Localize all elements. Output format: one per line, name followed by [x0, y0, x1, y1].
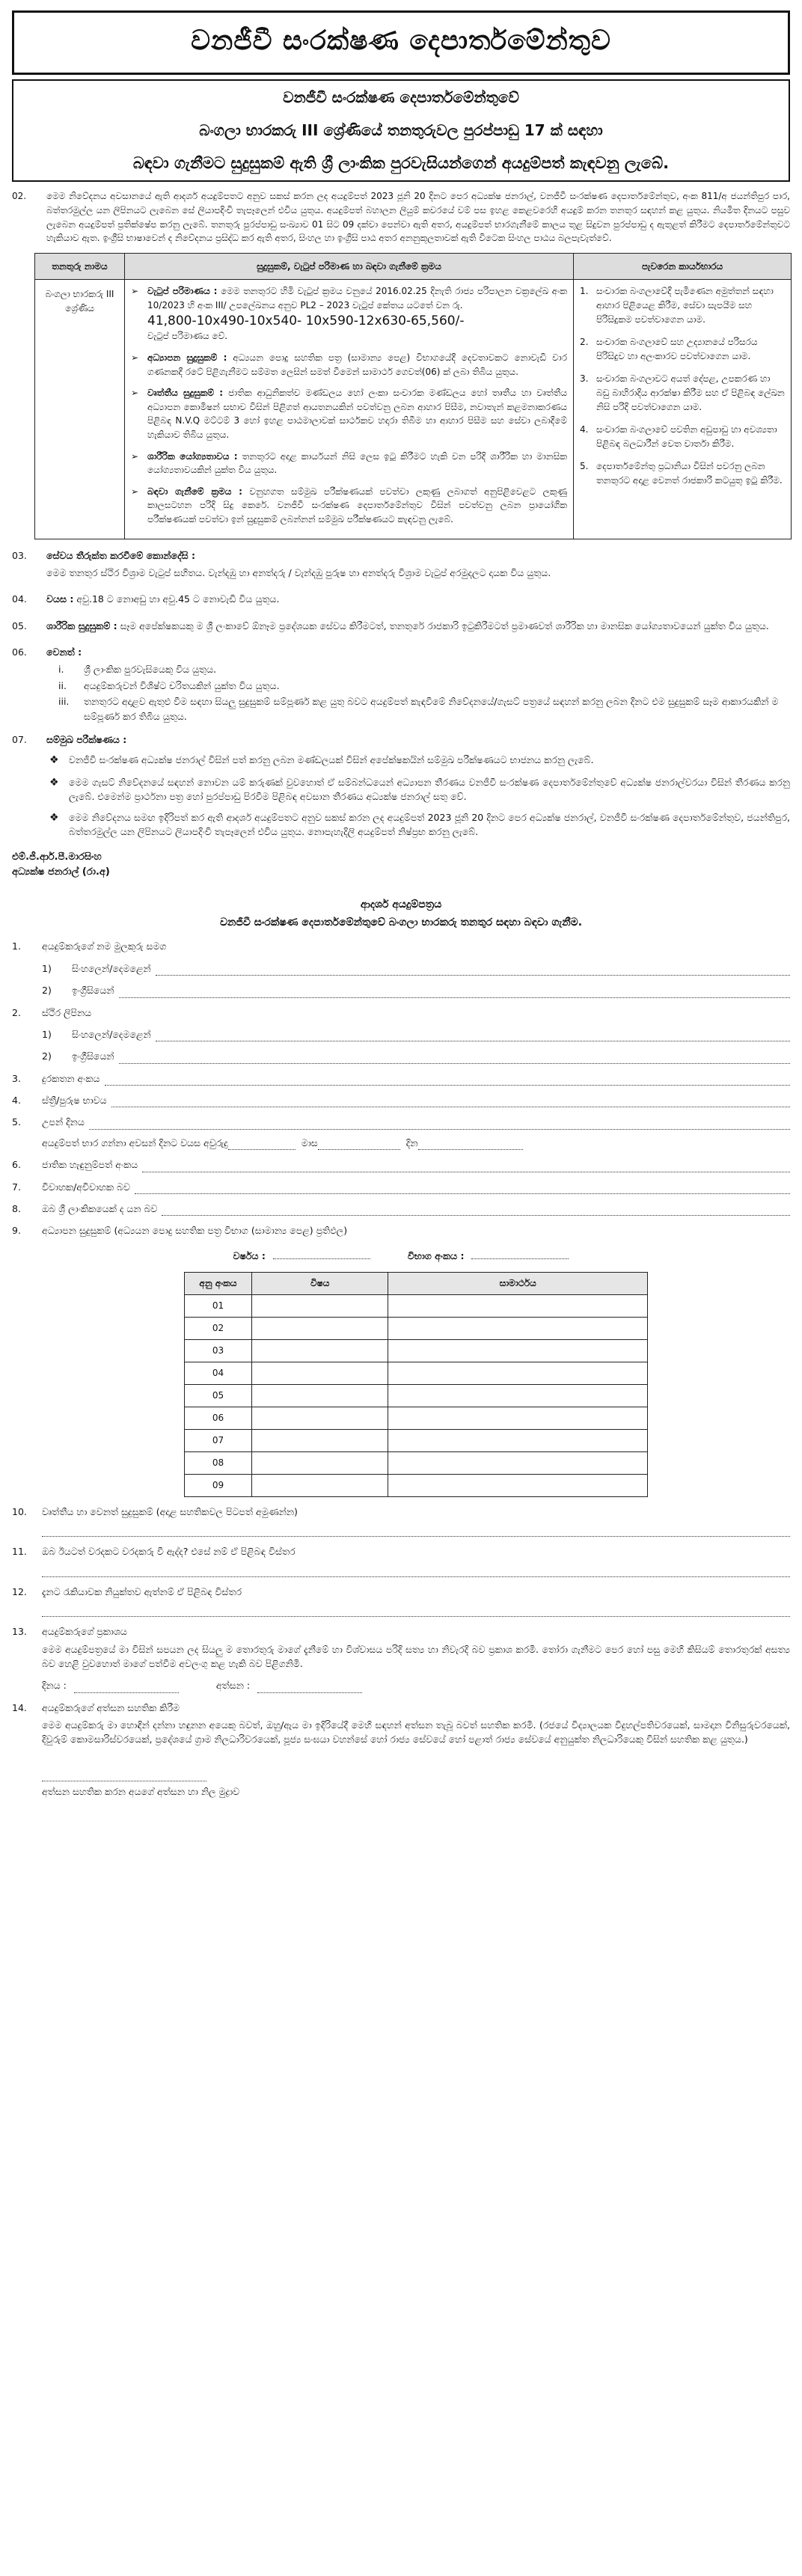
duty-item: 2. සංචාරක බංගලාවේ සහ උද්‍යානයේ පරිසරය පිරිසිදුව හා අලංකාරව පවත්වාගෙන යාම.	[580, 337, 758, 361]
salary-block	[131, 284, 567, 343]
exam-subject-cell[interactable]	[252, 1340, 388, 1362]
recruitment-title: බඳවා ගැනීමේ ක්‍රමය :	[147, 486, 242, 497]
vocational-block	[131, 386, 567, 441]
exam-subject-cell[interactable]	[252, 1407, 388, 1430]
field-address-sinhala[interactable]: 1) සිංහලෙන්/දෙමළෙන්	[42, 1027, 790, 1041]
exam-row	[185, 1385, 648, 1407]
section-07: 07. සම්මුඛ පරීක්ෂණය : ❖ වනජීවී සංරක්ෂණ අධ්‍යක්ෂ ජනරාල් විසින් පත් කරනු ලබන මණ්ඩලයක් විසින් අපේක්ෂකයින් සම්මුඛ පරීක්ෂණයට භාජනය කරනු ලැබේ. ❖ මෙම ගැසට් නිවේදනයේ සඳහන් නොවන යම් කරුණක් වුවහොත් ඒ සම්බන්ධයෙන් අධ්‍යාපන තීරණය වනජීවී සංරක්ෂණ දෙපාර්තමේන්තුවේ අධ්‍යක්ෂ ජනරාල්වරයා විසින් තීරණය කරනු ලැබේ. එමෙන්ම ප්‍රාර්ථනා පත්‍ර හෝ පුරප්පාඩු පිරවීම පිළිබඳ අවසාන තීරණය අධ්‍යක්ෂ ජනරාල් සතු වේ. ❖ මෙම නිවේදනය සමඟ ඉදිරිපත් කර ඇති ආදර්ශ අයදුම්පතට අනුව සකස් කරන ලද අයදුම්පත් 2023 ජූනි 20 දිනට පෙර අධ්‍යක්ෂ ජනරාල්, වනජීවී සංරක්ෂණ දෙපාර්තමේන්තුව, ජයන්තිපුර, බත්තරමුල්ල යන ලිපිනයට ලියාපදිංචි තැපෑලෙන් එවිය යුතුය. නොපැහැදිලි අයදුම්පත් නිෂ්ප්‍රභ කරනු ලැබේ.	[12, 732, 790, 839]
recruitment-text: වනුහගත සම්මුඛ පරීක්ෂණයක් පවත්වා ලකුණු ලබාගත් අනුපිළිවෙළට ලකුණු කාලසටහන පරිදි සිදු කෙරේ. වනජීවී සංරක්ෂණ දෙපාර්තමේන්තුව විසින් පවත්වනු ලබන ප්‍රායෝගික පරීක්ෂණයක් පවත්වා ඉන් සුදුසුකම් ලබන්නන් සම්මුඛ පරීක්ෂණයට කැඳවනු ලැබේ.	[147, 486, 567, 525]
other-item: ii. අයදුම්කරුවන් විශිෂ්ට චරිතයකින් යුක්ත විය යුතුය.	[58, 679, 280, 691]
physical-text: තනතුරට අදාළ කාර්යයන් නිසි ලෙස ඉටු කිරීමට හැකි වන පරිදි ශාරීරික හා මානසික යෝග්‍යතාවයකින් යුක්ත විය යුතුය.	[147, 450, 567, 476]
answer-line[interactable]	[42, 1564, 790, 1577]
exam-grade-cell[interactable]	[388, 1340, 648, 1362]
field-address: 2. ස්ථිර ලිපිනය	[12, 1006, 92, 1018]
duty-item: 5. දෙපාර්තමේන්තු ප්‍රධානියා විසින් පවරනු ලබන තනතුරට අදාළ වෙනත් රාජකාරි කටයුතු ඉටු කිරීම.	[580, 461, 783, 486]
exam-row	[185, 1295, 648, 1318]
exam-row	[185, 1407, 648, 1430]
other-item: iii. තනතුරට අදාළව ඇතුළු වීම සඳහා සියලු සුදුසුකම් සම්පූර්ණ කළ යුතු බවට අයදුම්පත් කැඳවීමේ නිවේදනයේ/ගැසට් පත්‍රයේ සඳහන් කරනු ලබන දිනට එම සුදුසුකම් සෑම ආකාරයකින් ම සම්පූර්ණ කර තිබිය යුතුය.	[58, 696, 779, 722]
field-nic[interactable]: 6. ජාතික හැඳුනුම්පත් අංකය	[12, 1157, 790, 1172]
field-certification: 14. අයදුම්කරුගේ අත්සන සහතික කිරීම	[12, 1701, 180, 1713]
banner-line-3: බඳවා ගැනීමට සුදුසුකම් ඇති ශ්‍රී ලාංකික පුරවැසියන්ගෙන් අයදුම්පත් කැඳවනු ලැබේ.	[132, 153, 670, 172]
arrow-icon: ➢	[131, 486, 139, 497]
exam-year-index[interactable]: වර්ෂය : විභාග අංකය :	[12, 1249, 790, 1263]
bullet-item: ❖ මෙම නිවේදනය සමඟ ඉදිරිපත් කර ඇති ආදර්ශ අයදුම්පතට අනුව සකස් කරන ලද අයදුම්පත් 2023 ජූනි 20 දිනට පෙර අධ්‍යක්ෂ ජනරාල්, වනජීවී සංරක්ෂණ දෙපාර්තමේන්තුව, ජයන්තිපුර, බත්තරමුල්ල යන ලිපිනයට ලියාපදිංචි තැපෑලෙන් එවිය යුතුය. නොපැහැදිලි අයදුම්පත් නිෂ්ප්‍රභ කරනු ලැබේ.	[49, 810, 790, 839]
field-vocational[interactable]: 10. වෘත්තීය හා වෙනත් සුදුසුකම් (අදාළ සහතිකවල පිටපත් අමුණන්න)	[12, 1506, 298, 1518]
field-education: 9. අධ්‍යාපන සුදුසුකම් (අධ්‍යයන පොදු සහතික පත්‍ර විභාග (සාමාන්‍ය පෙළ) ප්‍රතිඵල)	[12, 1225, 348, 1237]
education-text: අධ්‍යයන පොදු සහතික පත්‍ර (සාමාන්‍ය පෙළ) විභාගයේදී දෙවතාවකට නොවැඩි වාර ගණනකදී රටේ පිළිගැනීමට සම්මත ලෙසින් සමත් වීමෙන් සාමාර්ථ ගෙවත්(06) ක් ලබා තිබිය යුතුය.	[147, 352, 567, 377]
bullet-item: ❖ මෙම ගැසට් නිවේදනයේ සඳහන් නොවන යම් කරුණක් වුවහොත් ඒ සම්බන්ධයෙන් අධ්‍යාපන තීරණය වනජීවී සංරක්ෂණ දෙපාර්තමේන්තුවේ අධ්‍යක්ෂ ජනරාල්වරයා විසින් තීරණය කරනු ලැබේ. එමෙන්ම ප්‍රාර්ථනා පත්‍ර හෝ පුරප්පාඩු පිරවීම පිළිබඳ අවසාන තීරණය අධ්‍යක්ෂ ජනරාල් සතු වේ.	[49, 775, 790, 804]
salary-text: මෙම තනතුරට හිමි වැටුප් ක්‍රමය වනුයේ 2016.02.25 දිනැති රාජ්‍ය පරිපාලන චක්‍රලේඛ අංක 10/2023 හි අංක III/ උපලේඛනය අනුව PL2 – 2023 වැටුප් කේතය යටතේ වන රු.	[147, 286, 567, 310]
column-header-post: තනතුරු නාමය	[35, 253, 125, 280]
section-03: 03. සේවය තීරුක්ත කරවීමේ කොන්දේසි : මෙම තනතුර ස්ථිර විශ්‍රාම වැටුප් සහිතය. වැන්දඹු හා අනත්දරු / වැන්දඹු පුරුෂ හා අනත්දරු විශ්‍රාම වැටුප් අරමුදලට දායක විය යුතුය.	[12, 548, 790, 584]
section-04: 04. වයස : අවු.18 ට නොඅඩු හා අවු.45 ට නොවැඩි විය යුතුය.	[12, 593, 280, 605]
arrow-icon: ➢	[131, 450, 139, 462]
section-text: අවු.18 ට නොඅඩු හා අවු.45 ට නොවැඩි විය යුතුය.	[76, 593, 280, 605]
declaration-date-sign[interactable]: දිනය : අත්සන :	[42, 1678, 790, 1692]
exam-grade-cell[interactable]	[388, 1362, 648, 1385]
exam-grade-cell[interactable]	[388, 1318, 648, 1340]
exam-row-index: 01	[185, 1295, 252, 1318]
duty-item: 1. සංචාරක බංගලාවේදී පැමිණෙන අමුත්තන් සඳහා ආහාර පිළියෙළ කිරීම, සේවා සැපයීම සහ පිරිසිදුකම පවත්වාගෙන යාම.	[580, 286, 774, 325]
arrow-icon: ➢	[131, 388, 139, 399]
exam-subject-cell[interactable]	[252, 1295, 388, 1318]
column-header-qualifications: සුදුසුකම්, වැටුප් පරිමාණ හා බඳවා ගැනීමේ ක්‍රමය	[125, 253, 574, 280]
exam-subject-cell[interactable]	[252, 1452, 388, 1475]
field-name: 1. අයදුම්කරුගේ නම මුලකුරු සමග	[12, 940, 167, 952]
exam-header-grade: සාමාර්ථය	[388, 1273, 648, 1295]
bullet-item: ❖ වනජීවී සංරක්ෂණ අධ්‍යක්ෂ ජනරාල් විසින් පත් කරනු ලබන මණ්ඩලයක් විසින් අපේක්ෂකයින් සම්මුඛ පරීක්ෂණයට භාජනය කරනු ලැබේ.	[49, 753, 790, 769]
exam-header-subject: විෂය	[252, 1273, 388, 1295]
exam-row	[185, 1430, 648, 1452]
exam-grade-cell[interactable]	[388, 1407, 648, 1430]
section-text: මෙම තනතුර ස්ථිර විශ්‍රාම වැටුප් සහිතය. වැන්දඹු හා අනත්දරු / වැන්දඹු පුරුෂ හා අනත්දරු විශ්‍රාම වැටුප් අරමුදලට දායක විය යුතුය.	[46, 566, 551, 578]
notice-banner	[12, 79, 790, 183]
field-name-sinhala[interactable]: 1) සිංහලෙන්/දෙමළෙන්	[42, 961, 790, 976]
salary-title: වැටුප් පරිමාණය :	[147, 286, 218, 297]
intro-paragraph	[12, 189, 790, 245]
qualifications-table	[34, 253, 792, 539]
exam-grade-cell[interactable]	[388, 1475, 648, 1497]
exam-row-index: 09	[185, 1475, 252, 1497]
certifier-signature[interactable]: අත්සන සහතික කරන අයගේ අත්සන හා නිල මුද්‍රාව	[42, 1771, 790, 1799]
field-citizen[interactable]: 8. ඔබ ශ්‍රී ලාංකිකයෙක් ද යන බව	[12, 1202, 790, 1216]
exam-row	[185, 1475, 648, 1497]
arrow-icon: ➢	[131, 286, 139, 297]
education-block	[131, 351, 567, 379]
field-age[interactable]: අයදුම්පත් භාර ගන්නා අවසන් දිනට වයස අවුරුදු මාස දින	[42, 1136, 790, 1150]
education-title: අධ්‍යාපන සුදුසුකම් :	[147, 352, 227, 364]
answer-line[interactable]	[42, 1603, 790, 1617]
exam-subject-cell[interactable]	[252, 1385, 388, 1407]
section-title: ශාරීරික සුදුසුකම් :	[46, 619, 117, 631]
column-header-duties: පැවරෙන කාර්යභාරය	[574, 253, 792, 280]
section-06: 06. වෙනත් : i. ශ්‍රී ලාංකික පුරවැසියෙකු විය යුතුය. ii. අයදුම්කරුවන් විශිෂ්ට චරිතයකින් යුක්ත විය යුතුය. iii. තනතුරට අදාළව ඇතුළු වීම සඳහා සියලු සුදුසුකම් සම්පූර්ණ කළ යුතු බවට අයදුම්පත් කැඳවීමේ නිවේදනයේ/ගැසට් පත්‍රයේ සඳහන් කරනු ලබන දිනට එම සුදුසුකම් සෑම ආකාරයකින් ම සම්පූර්ණ කර තිබිය යුතුය.	[12, 645, 790, 723]
banner-line-1: වනජීවී සංරක්ෂණ දෙපාර්තමේන්තුවේ	[283, 88, 519, 106]
physical-title: ශාරීරික යෝග්‍යතාවය :	[147, 450, 238, 462]
duties-cell	[574, 280, 792, 539]
duty-item: 3. සංචාරක බංගලාවට අයත් දේපළ, උපකරණ හා බඩු බාහිරාදිය ආරක්ෂා කිරීම සහ ඒ පිළිබඳ ලේඛන නිසි පරිදි පවත්වාගෙන යාම.	[580, 373, 785, 412]
field-name-english[interactable]: 2) ඉංග්‍රීසියෙන්	[42, 983, 790, 997]
form-title-2: වනජීවී සංරක්ෂණ දෙපාර්තමේන්තුවේ බංගලා භාරකරු තනතුර සඳහා බඳවා ගැනීම.	[219, 916, 583, 928]
duty-item: 4. සංචාරක බංගලාවේ පවතින අඩුපාඩු හා අවශ්‍යතා පිළිබඳ බලධාරීන් වෙත වාර්තා කිරීම.	[580, 424, 777, 449]
exam-row-index: 03	[185, 1340, 252, 1362]
certification-text: මෙම අයදුම්කරු මා හොඳින් දන්නා හඳුනන අයෙකු බවත්, ඔහු/ඇය මා ඉදිරියේදී මෙහි සඳහන් අත්සන තැබූ බවත් සහතික කරමි. (රජයේ විද්‍යාලයක විදුහල්පතිවරයෙක්, සාමදාන විනිසුරුවරයෙක්, දිවුරුම් කොමසාරිස්වරයෙක්, ප්‍රදේශයේ ග්‍රාම නිලධාරිවරයෙක්, පූජ්‍ය සංඝයා වහන්සේ හෝ රාජ්‍ය සේවයේ හෝ පළාත් රාජ්‍ය සේවයේ අනුයුක්ත නිලධාරියෙකු විසින් සහතික කළ යුතුය.)	[42, 1719, 790, 1746]
exam-subject-cell[interactable]	[252, 1430, 388, 1452]
field-phone[interactable]: 3. දුරකතන අංකය	[12, 1071, 790, 1086]
recruitment-block	[131, 485, 567, 527]
exam-row-index: 02	[185, 1318, 252, 1340]
signatory-name: එම්.ජී.ආර්.පී.මාරසිංහ	[12, 851, 102, 863]
exam-subject-cell[interactable]	[252, 1475, 388, 1497]
exam-subject-cell[interactable]	[252, 1362, 388, 1385]
vocational-title: වෘත්තීය සුදුසුකම් :	[147, 388, 224, 399]
bullet-icon: ❖	[49, 811, 59, 824]
exam-row	[185, 1452, 648, 1475]
signatory	[12, 850, 790, 880]
exam-header-index: අනු අංකය	[185, 1273, 252, 1295]
exam-row	[185, 1318, 648, 1340]
exam-subject-cell[interactable]	[252, 1318, 388, 1340]
department-title: වනජීවී සංරක්ෂණ දෙපාර්තමේන්තුව	[12, 10, 790, 75]
answer-line[interactable]	[42, 1523, 790, 1537]
field-employment[interactable]: 12. දැනට රැකියාවක නියුක්තව ඇත්නම් ඒ පිළිබඳ විස්තර	[12, 1585, 242, 1597]
exam-grade-cell[interactable]	[388, 1295, 648, 1318]
field-dob[interactable]: 5. උපන් දිනය	[12, 1115, 790, 1129]
other-item: i. ශ්‍රී ලාංකික පුරවැසියෙකු විය යුතුය.	[58, 664, 217, 676]
banner-line-2: බංගලා භාරකරු III ශ්‍රේණියේ තනතුරුවල පුරප්පාඩු 17 ක් සඳහා	[199, 120, 603, 139]
physical-block	[131, 450, 567, 477]
field-gender[interactable]: 4. ස්ත්‍රී/පුරුෂ භාවය	[12, 1093, 790, 1107]
arrow-icon: ➢	[131, 352, 139, 364]
salary-tail: වැටුප් පරිමාණය වේ.	[147, 331, 228, 342]
salary-scale: 41,800-10x490-10x540- 10x590-12x630-65,560/-	[147, 313, 465, 328]
section-05: 05. ශාරීරික සුදුසුකම් : සෑම අපේක්ෂකයකු ම ශ්‍රී ලංකාවේ ඕනෑම ප්‍රදේශයක සේවය කිරීමටත්, තනතුරේ රාජකාරි ඉටුකිරීමටත් ප්‍රමාණවත් ශාරීරික හා මානසික යෝග්‍යතාවයෙන් යුක්ත විය යුතුය.	[12, 619, 769, 631]
exam-results-table	[184, 1272, 648, 1497]
exam-row	[185, 1340, 648, 1362]
field-marital[interactable]: 7. විවාහක/අවිවාහක බව	[12, 1180, 790, 1194]
exam-grade-cell[interactable]	[388, 1430, 648, 1452]
field-declaration: 13. අයදුම්කරුගේ ප්‍රකාශය	[12, 1626, 127, 1638]
section-text: සෑම අපේක්ෂකයකු ම ශ්‍රී ලංකාවේ ඕනෑම ප්‍රදේශයක සේවය කිරීමටත්, තනතුරේ රාජකාරි ඉටුකිරීමටත් ප්‍රමාණවත් ශාරීරික හා මානසික යෝග්‍යතාවයෙන් යුක්ත විය යුතුය.	[120, 619, 769, 631]
section-title: සම්මුඛ පරීක්ෂණය :	[46, 733, 127, 745]
section-title: වයස :	[46, 593, 74, 605]
exam-row-index: 06	[185, 1407, 252, 1430]
field-address-english[interactable]: 2) ඉංග්‍රීසියෙන්	[42, 1049, 790, 1063]
section-title: සේවය තීරුක්ත කරවීමේ කොන්දේසි :	[46, 549, 195, 561]
signatory-title: අධ්‍යක්ෂ ජනරාල් (රා.අ)	[12, 866, 110, 878]
post-name-cell: බංගලා භාරකරු III ශ්‍රේණිය	[35, 280, 125, 539]
intro-text: මෙම නිවේදනය අවසානයේ ඇති ආදර්ශ අයදුම්පතට අනුව සකස් කරන ලද අයදුම්පත් 2023 ජූනි 20 දිනට පෙර අධ්‍යක්ෂ ජනරාල්, වනජීවී සංරක්ෂණ දෙපාර්තමේන්තුව, අංක 811/අ ජයන්තිපුර පාර, බත්තරමුල්ල යන ලිපිනයට ලැබෙන සේ ලියාපදිංචි තැපෑලෙන් එවිය යුතුය. අයදුම්පත් බහාලන ලියුම් කවරයේ වම් පස ඉහළ කෙළවරෙහි අයදුම් කරන තනතුර සඳහන් කළ යුතුය. නියමිත දිනයට පසුව ලැබෙන අයදුම්පත් ප්‍රතික්ෂේප කරනු ලැබේ. තනතුරු පුරප්පාඩු සංඛ්‍යාව 01 සිට 09 දක්වා පෙන්වා ඇති අතර, අයදුම්පත් භාරගැනීමේ කාලය තුළ සිදුවන පුරප්පාඩු ද ඇතුළත් කිරීමට දෙපාර්තමේන්තුවට හැකියාව ඇත. ඉංග්‍රීසි භාෂාවෙන් ද නිවේදනය ප්‍රසිද්ධ කර ඇති අතර, සිංහල හා ඉංග්‍රීසි පාඨ අතර අනනුකූලතාවක් ඇති විටෙක සිංහල පාඨය බලපැවැත්වේ.	[46, 191, 790, 244]
section-title: වෙනත් :	[46, 646, 82, 658]
form-title-1: ආදර්ශ අයදුම්පත්‍රය	[360, 898, 442, 911]
exam-row	[185, 1362, 648, 1385]
field-convictions[interactable]: 11. ඔබ ඊයටත් වරදකට වරදකරු වී ඇද්ද? එසේ නම් ඒ පිළිබඳ විස්තර	[12, 1546, 296, 1558]
exam-grade-cell[interactable]	[388, 1452, 648, 1475]
exam-row-index: 04	[185, 1362, 252, 1385]
qualifications-cell	[125, 280, 574, 539]
exam-row-index: 07	[185, 1430, 252, 1452]
bullet-icon: ❖	[49, 754, 59, 767]
exam-row-index: 08	[185, 1452, 252, 1475]
exam-row-index: 05	[185, 1385, 252, 1407]
section-number: 02.	[12, 191, 27, 202]
vocational-text: ජාතික ආධුනිකත්ව මණ්ඩලය හෝ ලංකා සංචාරක මණ්ඩලය හෝ තෘතීය හා වෘත්තීය අධ්‍යාපන කොමිෂන් සභාව විසින් පිළිගත් ආයතනයකින් පවත්වනු ලබන ආහාර පිසීම, නවාතැන් කළමනාකරණය පිළිබඳ N.V.Q මට්ටම් 3 හෝ ඉහළ පාඨමාලාවක් සාර්ථකව හදාරා තිබීම හා ආහාර පිසීම සහ සේවා ලබාදීමේ හැකියාව තිබිය යුතුය.	[147, 388, 567, 441]
form-title	[12, 896, 790, 932]
exam-grade-cell[interactable]	[388, 1385, 648, 1407]
declaration-text: මෙම අයදුම්පත්‍රයේ මා විසින් සපයන ලද සියලු ම තොරතුරු මාගේ දැනීමේ හා විශ්වාසය පරිදි සත්‍ය හා නිවැරදි බව ප්‍රකාශ කරමි. තෝරා ගැනීමට පෙර හෝ පසු මෙහි කිසියම් තොරතුරක් අසත්‍ය බව හෙළි වුවහොත් මාගේ පත්වීම අවලංගු කළ හැකි බව පිළිගනිමි.	[42, 1643, 790, 1669]
bullet-icon: ❖	[49, 777, 59, 789]
